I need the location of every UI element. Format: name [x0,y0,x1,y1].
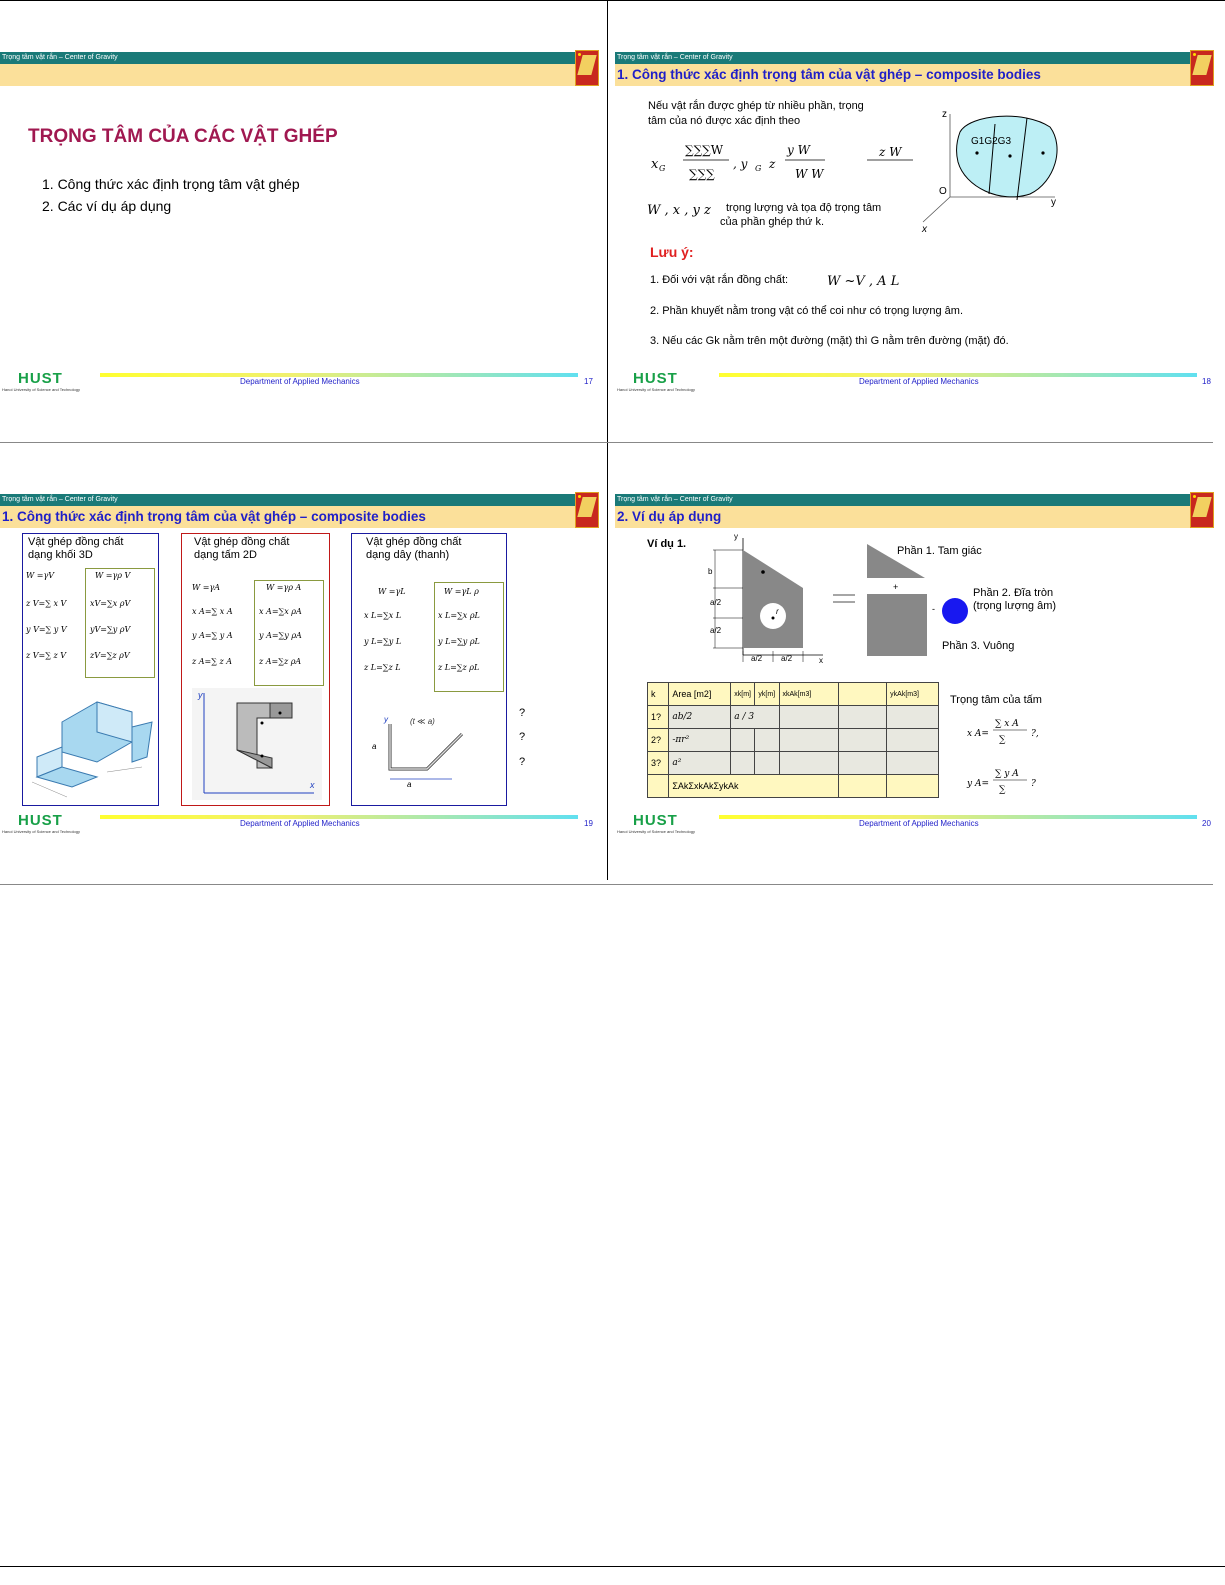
part-2-label: Phần 2. Đĩa tròn [973,587,1054,599]
question-mark-1: ? [519,707,526,719]
page-number: 20 [1202,819,1211,828]
svg-text:W ~V , A L: W ~V , A L [827,274,900,289]
department-name: Department of Applied Mechanics [859,819,979,828]
question-mark-2: ? [519,731,526,743]
slide-heading: 1. Công thức xác định trọng tâm của vật ghép – composite bodies [2,509,426,524]
department-name: Department of Applied Mechanics [240,819,360,828]
weights-desc-1: trọng lượng và tọa độ trọng tâm [726,202,882,214]
part-2-note: (trọng lượng âm) [973,600,1057,612]
svg-text:zV=∑z ρV: zV=∑z ρV [90,651,130,660]
university-logo-icon [575,492,599,528]
slide-heading: 2. Ví dụ áp dụng [617,509,722,524]
part-1-label: Phần 1. Tam giác [897,545,982,557]
formulas-3d [23,568,158,678]
weights-desc-2: của phần ghép thứ k. [720,216,824,228]
svg-text:∑ x A: ∑ x A [995,719,1019,729]
x-axis [923,197,950,222]
svg-text:y: y [734,532,738,541]
svg-text:?,: ?, [1031,729,1039,739]
intro-line-1: Nếu vật rắn được ghép từ nhiều phần, trọng [648,100,864,112]
example-label: Ví dụ 1. [647,538,687,550]
plate-figure [703,530,838,670]
svg-text:z A=∑ z A: z A=∑ z A [192,657,233,666]
hust-logo: HUST [18,812,63,829]
formulas-wire [352,582,507,694]
title-bar [615,64,1190,86]
part2-disc [942,598,968,624]
wire-illustration [362,714,472,789]
page-number: 18 [1202,377,1211,386]
svg-text:a/2: a/2 [710,598,722,607]
triangle-part [743,550,803,588]
slide-heading: 1. Công thức xác định trọng tâm của vật ghép – composite bodies [617,67,1041,82]
svg-text:y: y [384,715,388,724]
svg-text:z A=∑z ρA: z A=∑z ρA [259,657,302,666]
plate-2d-illustration [192,688,322,800]
hust-logo: HUST [18,370,63,387]
svg-text:G: G [755,164,762,173]
block-3d-illustration [27,682,155,800]
svg-text:yV=∑y ρV: yV=∑y ρV [90,625,131,634]
svg-text:∑: ∑ [999,735,1006,745]
svg-text:W =γρ V: W =γρ V [95,571,131,580]
course-bar: Trọng tâm vật rắn – Center of Gravity [615,52,1190,64]
svg-text:a/2: a/2 [781,654,793,663]
university-logo-icon [1190,492,1214,528]
question-mark-3: ? [519,756,526,768]
svg-text:y A=∑y ρA: y A=∑y ρA [259,631,302,640]
title-bar [0,64,575,86]
svg-text:y L=∑y L: y L=∑y L [364,637,402,646]
svg-text:x A=: x A= [967,729,989,739]
svg-text:y W: y W [787,143,810,157]
centroid-label: Trọng tâm của tấm [950,694,1042,706]
centroid-labels: G1G2G3 [971,136,1012,147]
intro-line-2: tâm của nó được xác định theo [648,115,801,127]
university-logo-icon [1190,50,1214,86]
composite-body-figure [915,102,1075,237]
homogeneous-formula [823,268,943,292]
body-outline [957,116,1058,197]
svg-text:x L=∑x L: x L=∑x L [364,611,402,620]
parts-figure [865,542,945,662]
svg-text:z W: z W [879,145,902,159]
svg-text:-: - [932,604,935,614]
department-name: Department of Applied Mechanics [240,377,360,386]
svg-text:?: ? [1031,779,1036,789]
svg-text:xV=∑x ρV: xV=∑x ρV [90,599,131,608]
svg-text:z: z [769,157,776,171]
svg-text:y: y [1051,197,1056,208]
slide-19 [0,442,603,882]
svg-text:z V=∑ x V: z V=∑ x V [26,599,67,608]
svg-text:a/2: a/2 [751,654,763,663]
outline-item-2: 2. Các ví dụ áp dụng [42,198,172,214]
university-logo-icon [575,50,599,86]
svg-text:a/2: a/2 [710,626,722,635]
hust-logo: HUST [633,370,678,387]
university-name: Hanoi University of Science and Technology [617,387,695,392]
note-2: 2. Phần khuyết nằm trong vật có thể coi như có trọng lượng âm. [650,305,964,317]
outline-item-1: 1. Công thức xác định trọng tâm vật ghép [42,176,300,192]
svg-text:b: b [708,567,713,576]
svg-text:G: G [659,164,666,173]
title-bar [615,506,1190,528]
centroid-formula [645,136,945,186]
frame-bottom [0,884,1213,885]
page-number: 19 [584,819,593,828]
svg-text:a: a [372,742,377,751]
part3-square [867,594,927,656]
university-name: Hanoi University of Science and Technology [2,829,80,834]
course-bar: Trọng tâm vật rắn – Center of Gravity [615,494,1190,506]
svg-text:∑∑∑: ∑∑∑ [689,167,715,181]
centroid-table: k Area [m2] xk[m] yk[m] xkAk[m3] ykAk[m3] 1? ab/2 a / 3 2? -πr² 3? a² ΣAkΣxkAkΣykAk [647,682,939,798]
svg-text:y A=: y A= [967,779,989,789]
svg-text:W =γρ A: W =γρ A [266,583,302,592]
svg-text:W =γV: W =γV [26,571,55,580]
svg-text:O: O [939,186,947,197]
university-name: Hanoi University of Science and Technology [2,387,80,392]
university-name: Hanoi University of Science and Technology [617,829,695,834]
svg-text:x: x [922,224,927,235]
svg-text:W W: W W [795,167,824,181]
svg-text:+: + [893,582,899,592]
box-2d: Vật ghép đồng chất dạng tấm 2D W =γA x A=∑ x A y A=∑ y A z A=∑ z A W =γρ A x A=∑x ρA y A=∑y ρA z A=∑z ρA y x [181,533,330,806]
svg-text:z L=∑z ρL: z L=∑z ρL [438,663,480,672]
box-3d: Vật ghép đồng chất dạng khối 3D W =γV z V=∑ x V y V=∑ y V z V=∑ z V W =γρ V xV=∑x ρV yV=∑y ρV zV=∑z ρV [22,533,159,806]
svg-text:y: y [198,690,203,700]
slide-18 [615,0,1218,440]
svg-text:∑∑∑W: ∑∑∑W [685,143,724,157]
slide-title: TRỌNG TÂM CỦA CÁC VẬT GHÉP [28,126,338,147]
svg-text:x L=∑x ρL: x L=∑x ρL [438,611,480,620]
slide-20 [615,442,1218,882]
box-wire: Vật ghép đồng chất dạng dây (thanh) W =γL x L=∑x L y L=∑y L z L=∑z L W =γL ρ x L=∑x ρL y L=∑y ρL z L=∑z ρL y (t ≪ a) a a [351,533,507,806]
svg-text:W =γA: W =γA [192,583,221,592]
svg-text:W =γL ρ: W =γL ρ [444,587,479,596]
svg-text:W =γL: W =γL [378,587,406,596]
equals-sign [831,592,857,606]
formulas-2d [182,580,327,690]
svg-text:x A=∑ x A: x A=∑ x A [192,607,233,616]
course-bar: Trọng tâm vật rắn – Center of Gravity [0,52,575,64]
title-bar [0,506,575,528]
svg-text:, y: , y [733,157,748,171]
note-3: 3. Nếu các Gk nằm trên một đường (mặt) thì G nằm trên đường (mặt) đó. [650,335,1009,347]
svg-text:y V=∑ y V: y V=∑ y V [26,625,67,634]
centroid-result-formulas [965,714,1055,804]
note-1: 1. Đối với vật rắn đồng chất: [650,274,789,286]
page-bottom-line [0,1566,1225,1567]
frame-divider-vertical [607,0,608,880]
circular-hole [760,603,786,629]
slide-17 [0,0,603,440]
svg-text:y L=∑y ρL: y L=∑y ρL [438,637,480,646]
svg-text:r: r [776,607,779,616]
department-name: Department of Applied Mechanics [859,377,979,386]
svg-text:a: a [407,780,412,789]
hust-logo: HUST [633,812,678,829]
svg-text:x A=∑x ρA: x A=∑x ρA [259,607,302,616]
note-label: Lưu ý: [650,244,694,260]
page-number: 17 [584,377,593,386]
svg-text:x: x [819,656,823,665]
course-bar: Trọng tâm vật rắn – Center of Gravity [0,494,575,506]
part-3-label: Phần 3. Vuông [942,640,1015,652]
svg-text:y A=∑ y A: y A=∑ y A [192,631,233,640]
svg-text:∑ y A: ∑ y A [995,769,1019,779]
svg-text:z L=∑z L: z L=∑z L [364,663,401,672]
svg-text:x: x [310,780,315,790]
svg-text:∑: ∑ [999,785,1006,795]
svg-text:(t ≪ a): (t ≪ a) [410,717,435,726]
svg-text:z: z [942,109,947,120]
svg-text:W , x , y z: W , x , y z [647,203,711,218]
svg-text:x: x [651,157,659,172]
svg-text:z V=∑ z V: z V=∑ z V [26,651,67,660]
